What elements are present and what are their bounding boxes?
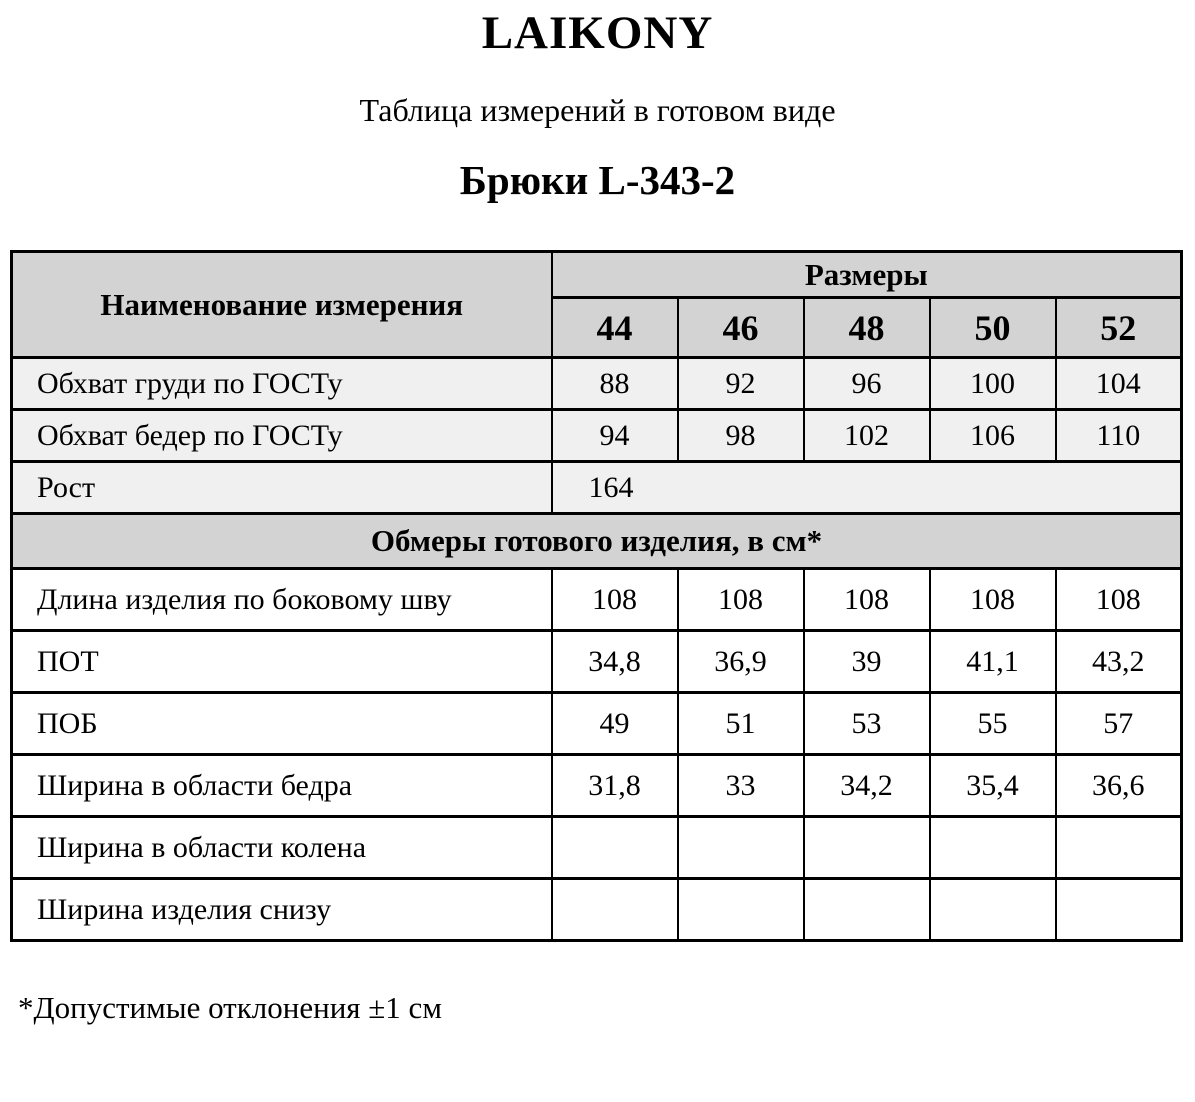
tolerance-footnote: *Допустимые отклонения ±1 см — [18, 990, 442, 1025]
cell-chest-44: 88 — [552, 358, 678, 410]
cell-pot-50: 41,1 — [930, 631, 1056, 693]
row-label-side-seam-length: Длина изделия по боковому шву — [12, 569, 552, 631]
cell-pob-46: 51 — [678, 693, 804, 755]
table-row-pot — [12, 631, 1182, 693]
row-label-chest: Обхват груди по ГОСТу — [12, 358, 552, 410]
cell-length-50: 108 — [930, 569, 1056, 631]
size-measurement-table — [10, 250, 1183, 942]
cell-pob-48: 53 — [804, 693, 930, 755]
table-row-knee-width — [12, 817, 1182, 879]
row-label-bottom-width: Ширина изделия снизу — [12, 879, 552, 941]
cell-length-52: 108 — [1056, 569, 1182, 631]
row-label-pob: ПОБ — [12, 693, 552, 755]
cell-pot-46: 36,9 — [678, 631, 804, 693]
cell-hips-44: 94 — [552, 410, 678, 462]
table-row-pob — [12, 693, 1182, 755]
cell-bottom-width-48 — [804, 879, 930, 941]
table-row-height — [12, 462, 1182, 514]
cell-hip-width-48: 34,2 — [804, 755, 930, 817]
cell-pot-44: 34,8 — [552, 631, 678, 693]
cell-pob-52: 57 — [1056, 693, 1182, 755]
cell-bottom-width-44 — [552, 879, 678, 941]
cell-hips-50: 106 — [930, 410, 1056, 462]
cell-length-44: 108 — [552, 569, 678, 631]
cell-knee-width-50 — [930, 817, 1056, 879]
cell-pob-44: 49 — [552, 693, 678, 755]
brand-title: LAIKONY — [481, 7, 714, 59]
cell-hip-width-46: 33 — [678, 755, 804, 817]
cell-chest-48: 96 — [804, 358, 930, 410]
section-header-finished-measurements: Обмеры готового изделия, в см* — [12, 514, 1182, 569]
size-header-44: 44 — [552, 298, 678, 358]
row-label-hip-width: Ширина в области бедра — [12, 755, 552, 817]
cell-length-46: 108 — [678, 569, 804, 631]
cell-hips-48: 102 — [804, 410, 930, 462]
cell-knee-width-44 — [552, 817, 678, 879]
row-label-height: Рост — [12, 462, 552, 514]
cell-hips-46: 98 — [678, 410, 804, 462]
size-header-46: 46 — [678, 298, 804, 358]
table-row-hip-width — [12, 755, 1182, 817]
table-row-side-seam-length — [12, 569, 1182, 631]
column-header-measurement-name: Наименование измерения — [12, 252, 552, 358]
cell-hip-width-52: 36,6 — [1056, 755, 1182, 817]
column-header-sizes: Размеры — [552, 252, 1182, 298]
cell-knee-width-52 — [1056, 817, 1182, 879]
cell-bottom-width-52 — [1056, 879, 1182, 941]
size-header-50: 50 — [930, 298, 1056, 358]
cell-hip-width-50: 35,4 — [930, 755, 1056, 817]
cell-chest-52: 104 — [1056, 358, 1182, 410]
size-header-52: 52 — [1056, 298, 1182, 358]
table-row-section-header — [12, 514, 1182, 569]
page-header — [0, 0, 1195, 204]
cell-knee-width-46 — [678, 817, 804, 879]
cell-knee-width-48 — [804, 817, 930, 879]
row-label-hips-gost: Обхват бедер по ГОСТу — [12, 410, 552, 462]
cell-pot-52: 43,2 — [1056, 631, 1182, 693]
doc-subtitle: Таблица измерений в готовом виде — [359, 92, 836, 128]
cell-pot-48: 39 — [804, 631, 930, 693]
cell-hips-52: 110 — [1056, 410, 1182, 462]
cell-hip-width-44: 31,8 — [552, 755, 678, 817]
cell-chest-46: 92 — [678, 358, 804, 410]
cell-length-48: 108 — [804, 569, 930, 631]
table-row-header — [12, 252, 1182, 298]
cell-pob-50: 55 — [930, 693, 1056, 755]
product-title: Брюки L-343-2 — [459, 157, 736, 203]
cell-bottom-width-46 — [678, 879, 804, 941]
table-row-bottom-width — [12, 879, 1182, 941]
size-header-48: 48 — [804, 298, 930, 358]
table-row-chest — [12, 358, 1182, 410]
cell-chest-50: 100 — [930, 358, 1056, 410]
row-label-knee-width: Ширина в области колена — [12, 817, 552, 879]
cell-height-value: 164 — [552, 462, 1182, 514]
table-row-hips-gost — [12, 410, 1182, 462]
row-label-pot: ПОТ — [12, 631, 552, 693]
cell-bottom-width-50 — [930, 879, 1056, 941]
